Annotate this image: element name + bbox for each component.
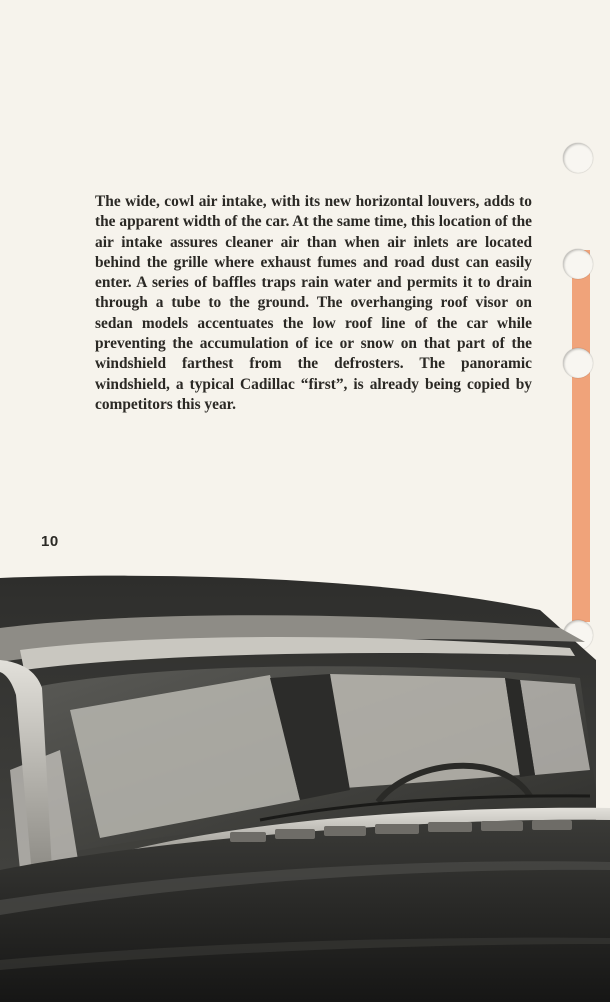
car-windshield-photo <box>0 570 610 1002</box>
binder-hole-3 <box>563 348 593 378</box>
section-tab-strip <box>572 250 590 622</box>
page-number: 10 <box>41 533 59 550</box>
binder-hole-1 <box>563 143 593 173</box>
binder-hole-2 <box>563 249 593 279</box>
body-paragraph: The wide, cowl air intake, with its new horizontal louvers, adds to the apparent width of the car. At the same time, this location of the air intake assures cleaner air than when air inlets are located behind the grille where exhaust fumes and road dust can easily enter. A series of baffles traps rain water and permits it to drain through a tube to the ground. The overhanging roof visor on sedan models accentuates the low roof line of the car while preventing the accumulation of ice or snow on that part of the windshield farthest from the defrosters. The panoramic windshield, a typical Cadillac “first”, is already being copied by competitors this year. <box>95 193 532 413</box>
